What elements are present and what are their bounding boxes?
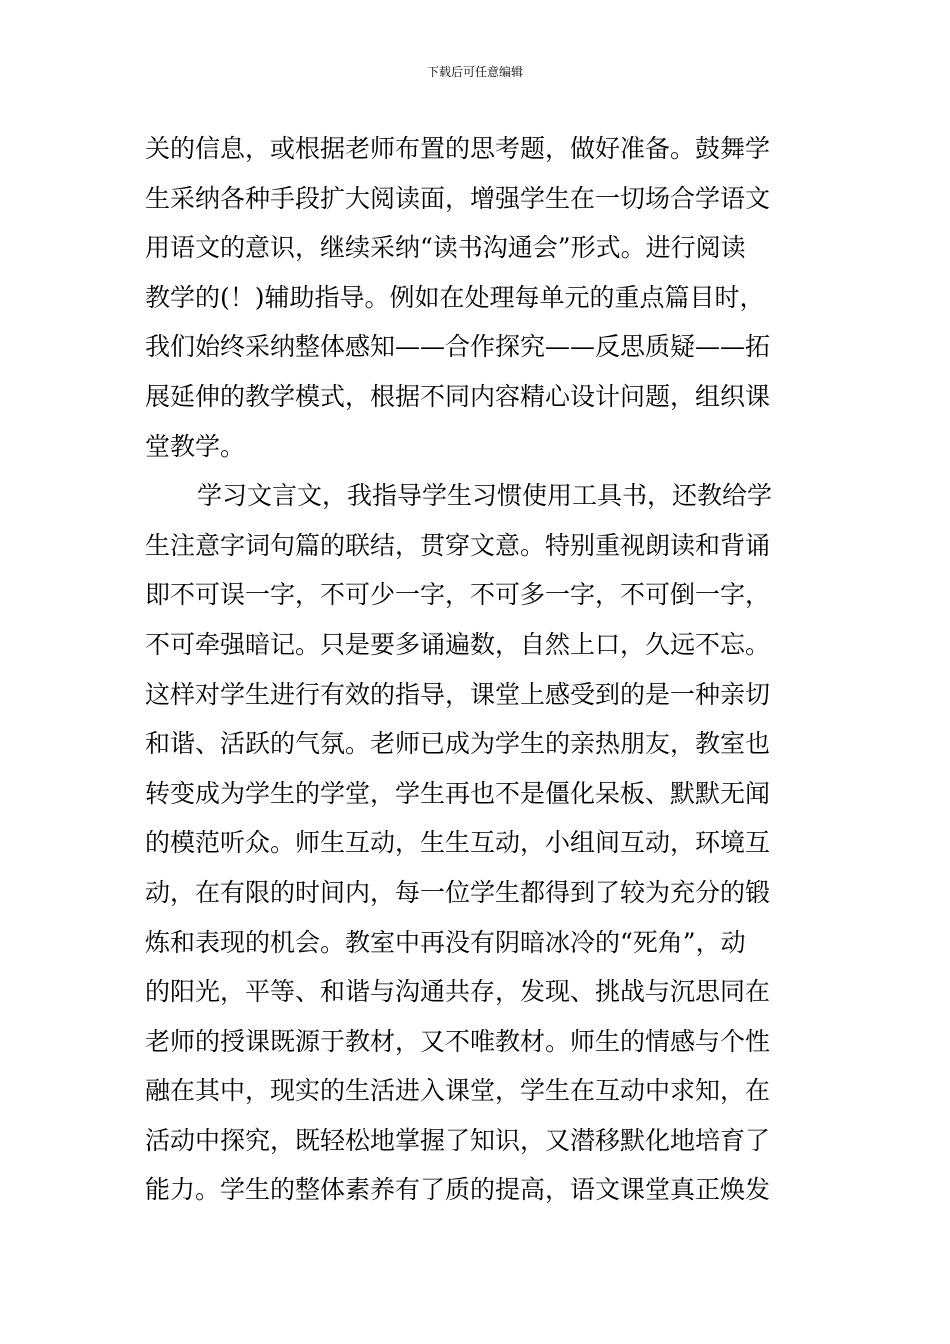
document-body — [145, 124, 815, 1215]
text-line: 用语文的意识，继续采纳“读书沟通会”形式。进行阅读 — [145, 233, 746, 263]
text-line: 学习文言文，我指导学生习惯使用工具书，还教给学 — [197, 481, 773, 511]
text-line: 活动中探究，既轻松地掌握了知识，又潜移默化地培育了 — [145, 1125, 771, 1155]
text-line: 关的信息，或根据老师布置的思考题，做好准备。鼓舞学 — [145, 134, 771, 163]
text-line: 生注意字词句篇的联结，贯穿文意。特别重视朗读和背诵 — [145, 530, 771, 560]
text-line: 和谐、活跃的气氛。老师已成为学生的亲热朋友，教室也 — [145, 729, 771, 759]
text-line: 的阳光，平等、和谐与沟通共存，发现、挑战与沉思同在 — [145, 977, 771, 1007]
text-line: 展延伸的教学模式，根据不同内容精心设计问题，组织课 — [145, 381, 771, 411]
text-line: 即不可误一字，不可少一字，不可多一字，不可倒一字， — [145, 580, 771, 610]
text-line: 生采纳各种手段扩大阅读面，增强学生在一切场合学语文 — [145, 183, 771, 213]
text-line: 我们始终采纳整体感知——合作探究——反思质疑——拓 — [145, 332, 771, 362]
text-line: 融在其中，现实的生活进入课堂，学生在互动中求知，在 — [145, 1076, 771, 1106]
paragraph-1 — [145, 124, 815, 471]
page-header: 下载后可任意编辑 — [426, 65, 523, 79]
text-line: 动，在有限的时间内，每一位学生都得到了较为充分的锻 — [145, 877, 771, 907]
text-line: 老师的授课既源于教材，又不唯教材。师生的情感与个性 — [145, 1026, 771, 1056]
text-line: 这样对学生进行有效的指导，课堂上感受到的是一种亲切 — [145, 679, 771, 709]
text-line: 教学的(！)辅助指导。例如在处理每单元的重点篇目时， — [145, 282, 765, 312]
text-line: 能力。学生的整体素养有了质的提高，语文课堂真正焕发 — [145, 1175, 771, 1205]
text-line: 转变成为学生的学堂，学生再也不是僵化呆板、默默无闻 — [145, 778, 771, 808]
text-line: 不可牵强暗记。只是要多诵遍数，自然上口，久远不忘。 — [145, 629, 771, 659]
text-line: 的模范听众。师生互动，生生互动，小组间互动，环境互 — [145, 828, 771, 858]
text-line: 堂教学。 — [145, 431, 246, 461]
paragraph-2 — [145, 471, 815, 1215]
text-line: 炼和表现的机会。教室中再没有阴暗冰冷的“死角”，动 — [145, 927, 746, 957]
